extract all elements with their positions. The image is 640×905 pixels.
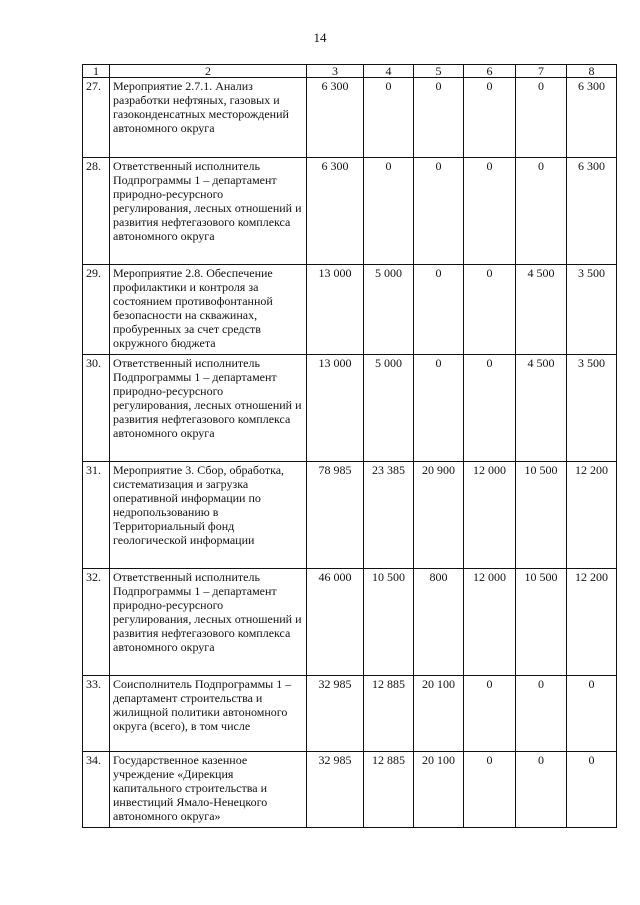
row-value-col5: 800 <box>414 569 464 676</box>
row-value-col8: 0 <box>567 676 617 752</box>
row-value-col6: 12 000 <box>464 462 516 569</box>
header-cell: 6 <box>464 65 516 78</box>
row-value-col3: 6 300 <box>307 78 364 158</box>
row-value-col4: 5 000 <box>364 355 414 462</box>
row-value-col6: 0 <box>464 265 516 355</box>
row-value-col6: 0 <box>464 158 516 265</box>
row-value-col4: 0 <box>364 158 414 265</box>
header-cell: 4 <box>364 65 414 78</box>
row-value-col3: 13 000 <box>307 355 364 462</box>
row-description: Соисполнитель Подпрограммы 1 – департамент строительства и жилищной политики автономного округа (всего), в том числе <box>110 676 307 752</box>
table-row <box>83 676 617 752</box>
budget-table <box>82 64 617 828</box>
row-value-col4: 5 000 <box>364 265 414 355</box>
row-value-col7: 0 <box>516 78 567 158</box>
header-cell: 5 <box>414 65 464 78</box>
row-value-col3: 32 985 <box>307 752 364 828</box>
row-description: Мероприятие 2.8. Обеспечение профилактики и контроля за состоянием противофонтанной безопасности на скважинах, пробуренных за счет средств окружного бюджета <box>110 265 307 355</box>
row-value-col8: 6 300 <box>567 158 617 265</box>
row-value-col7: 0 <box>516 158 567 265</box>
table-row <box>83 78 617 158</box>
row-value-col3: 6 300 <box>307 158 364 265</box>
row-description: Ответственный исполнитель Подпрограммы 1 – департамент природно-ресурсного регулирования, лесных отношений и развития нефтегазового комплекса автономного округа <box>110 355 307 462</box>
table-row <box>83 265 617 355</box>
row-value-col8: 3 500 <box>567 355 617 462</box>
table-row <box>83 569 617 676</box>
header-cell: 7 <box>516 65 567 78</box>
row-value-col4: 10 500 <box>364 569 414 676</box>
row-value-col6: 0 <box>464 355 516 462</box>
row-value-col5: 20 900 <box>414 462 464 569</box>
row-value-col6: 0 <box>464 752 516 828</box>
header-cell: 1 <box>83 65 110 78</box>
row-value-col8: 3 500 <box>567 265 617 355</box>
table-header-row <box>83 65 617 78</box>
row-value-col5: 20 100 <box>414 752 464 828</box>
header-cell: 2 <box>110 65 307 78</box>
row-value-col5: 0 <box>414 265 464 355</box>
row-value-col8: 12 200 <box>567 462 617 569</box>
row-value-col7: 0 <box>516 676 567 752</box>
row-number: 34. <box>83 752 110 828</box>
row-value-col8: 6 300 <box>567 78 617 158</box>
row-value-col3: 13 000 <box>307 265 364 355</box>
row-value-col6: 12 000 <box>464 569 516 676</box>
row-value-col4: 23 385 <box>364 462 414 569</box>
row-value-col7: 4 500 <box>516 265 567 355</box>
row-number: 31. <box>83 462 110 569</box>
row-value-col3: 78 985 <box>307 462 364 569</box>
row-value-col4: 12 885 <box>364 752 414 828</box>
row-value-col8: 0 <box>567 752 617 828</box>
header-cell: 8 <box>567 65 617 78</box>
row-value-col4: 0 <box>364 78 414 158</box>
page-number: 14 <box>313 30 327 45</box>
row-description: Ответственный исполнитель Подпрограммы 1 – департамент природно-ресурсного регулирования, лесных отношений и развития нефтегазового комплекса автономного округа <box>110 158 307 265</box>
row-value-col3: 46 000 <box>307 569 364 676</box>
row-value-col3: 32 985 <box>307 676 364 752</box>
row-value-col5: 20 100 <box>414 676 464 752</box>
row-number: 27. <box>83 78 110 158</box>
row-value-col5: 0 <box>414 78 464 158</box>
row-value-col7: 10 500 <box>516 462 567 569</box>
row-value-col8: 12 200 <box>567 569 617 676</box>
table-row <box>83 355 617 462</box>
header-cell: 3 <box>307 65 364 78</box>
row-number: 32. <box>83 569 110 676</box>
row-number: 28. <box>83 158 110 265</box>
table-row <box>83 752 617 828</box>
row-number: 29. <box>83 265 110 355</box>
row-value-col6: 0 <box>464 676 516 752</box>
row-value-col5: 0 <box>414 355 464 462</box>
row-value-col7: 4 500 <box>516 355 567 462</box>
row-value-col5: 0 <box>414 158 464 265</box>
row-description: Мероприятие 3. Сбор, обработка, систематизация и загрузка оперативной информации по недропользованию в Территориальный фонд геологической информации <box>110 462 307 569</box>
row-number: 33. <box>83 676 110 752</box>
row-value-col7: 0 <box>516 752 567 828</box>
row-value-col4: 12 885 <box>364 676 414 752</box>
row-value-col7: 10 500 <box>516 569 567 676</box>
table-row <box>83 158 617 265</box>
row-value-col6: 0 <box>464 78 516 158</box>
row-description: Государственное казенное учреждение «Дирекция капитального строительства и инвестиций Ямало-Ненецкого автономного округа» <box>110 752 307 828</box>
row-description: Ответственный исполнитель Подпрограммы 1 – департамент природно-ресурсного регулирования, лесных отношений и развития нефтегазового комплекса автономного округа <box>110 569 307 676</box>
row-description: Мероприятие 2.7.1. Анализ разработки нефтяных, газовых и газоконденсатных месторождений автономного округа <box>110 78 307 158</box>
row-number: 30. <box>83 355 110 462</box>
table-row <box>83 462 617 569</box>
